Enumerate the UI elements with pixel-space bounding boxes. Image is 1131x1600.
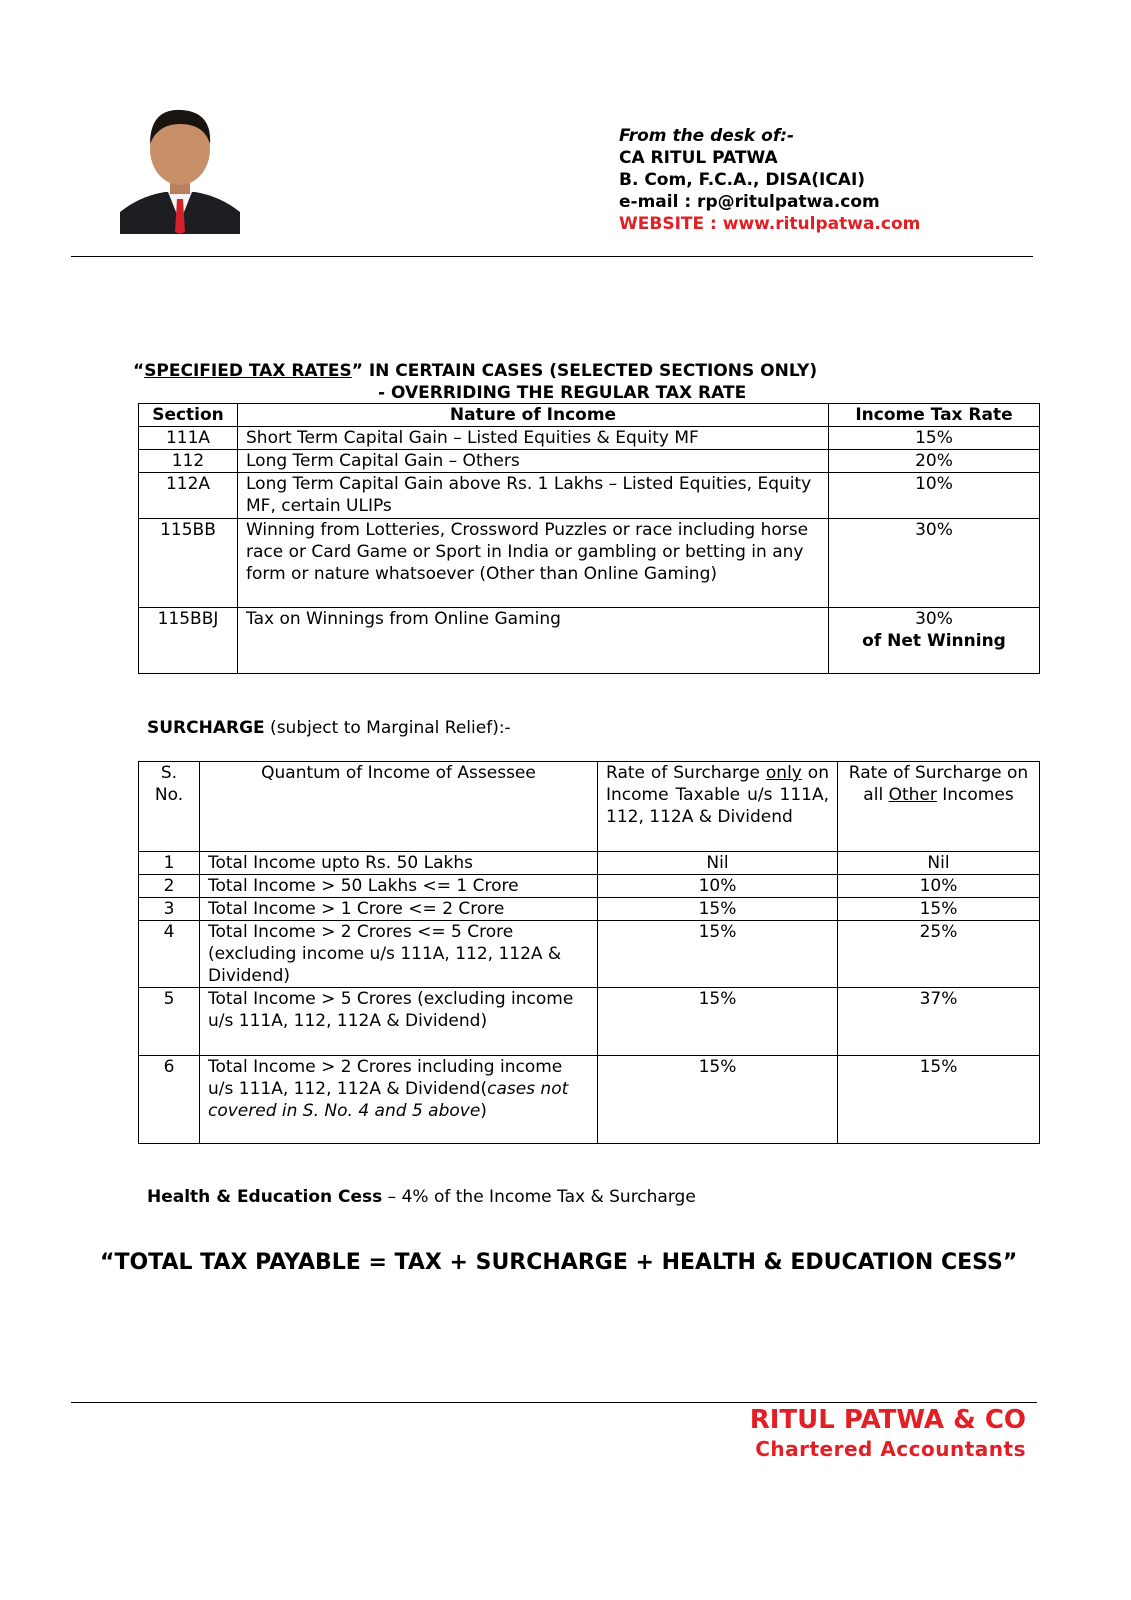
quantum-italic: cases not covered in S. No. 4 and 5 above — [208, 1079, 569, 1121]
col-header — [838, 762, 1040, 852]
quantum-cell: Total Income > 2 Crores <= 5 Crore (excluding income u/s 111A, 112, 112A & Dividend) — [200, 921, 598, 988]
table-row — [139, 473, 1040, 519]
section-cell: 112A — [139, 473, 238, 519]
cess-note — [147, 1187, 696, 1207]
section-cell: 115BB — [139, 519, 238, 608]
special-rate-cell: 10% — [598, 875, 838, 898]
section-cell: 111A — [139, 427, 238, 450]
author-qualification: B. Com, F.C.A., DISA(ICAI) — [619, 170, 866, 190]
rate-cell — [829, 608, 1040, 674]
tax-rates-table — [138, 403, 1040, 674]
other-rate-cell: 15% — [838, 898, 1040, 921]
author-email[interactable]: e-mail : rp@ritulpatwa.com — [619, 192, 880, 212]
sno-cell: 4 — [139, 921, 200, 988]
table-row — [139, 450, 1040, 473]
table-row — [139, 608, 1040, 674]
sno-cell: 6 — [139, 1056, 200, 1144]
rate-note: of Net Winning — [862, 631, 1006, 651]
title-rest: ” IN CERTAIN CASES (SELECTED SECTIONS ONLY) — [351, 361, 818, 381]
header-text: only — [765, 763, 802, 783]
firm-subtitle: Chartered Accountants — [755, 1437, 1026, 1461]
profile-photo — [120, 104, 240, 234]
other-rate-cell: Nil — [838, 852, 1040, 875]
quantum-end: ) — [480, 1101, 487, 1121]
table-row — [139, 427, 1040, 450]
col-header: Section — [139, 404, 238, 427]
author-name: CA RITUL PATWA — [619, 148, 778, 168]
table-row — [139, 898, 1040, 921]
title-underlined: SPECIFIED TAX RATES — [144, 361, 352, 381]
sno-cell: 1 — [139, 852, 200, 875]
header-row — [139, 762, 1040, 852]
rate-cell: 10% — [829, 473, 1040, 519]
quantum-cell: Total Income > 5 Crores (excluding income u/s 111A, 112, 112A & Dividend) — [200, 988, 598, 1056]
other-rate-cell: 25% — [838, 921, 1040, 988]
tax-rates-title — [133, 360, 903, 404]
col-header: Income Tax Rate — [829, 404, 1040, 427]
rate-value: 30% — [915, 609, 953, 629]
sno-cell: 3 — [139, 898, 200, 921]
special-rate-cell: 15% — [598, 898, 838, 921]
header-text: Incomes — [936, 785, 1014, 805]
title-subtitle: - OVERRIDING THE REGULAR TAX RATE — [378, 383, 747, 403]
quantum-cell: Total Income > 50 Lakhs <= 1 Crore — [200, 875, 598, 898]
special-rate-cell: 15% — [598, 988, 838, 1056]
section-cell: 112 — [139, 450, 238, 473]
other-rate-cell: 15% — [838, 1056, 1040, 1144]
sno-cell: 5 — [139, 988, 200, 1056]
rate-cell: 15% — [829, 427, 1040, 450]
sno-cell: 2 — [139, 875, 200, 898]
cess-text: – 4% of the Income Tax & Surcharge — [382, 1187, 696, 1207]
footer-divider — [71, 1402, 1037, 1403]
rate-cell: 30% — [829, 519, 1040, 608]
desk-label: From the desk of:- — [619, 126, 795, 146]
special-rate-cell: Nil — [598, 852, 838, 875]
title-quote: “ — [133, 361, 145, 381]
table-row — [139, 875, 1040, 898]
rate-cell: 20% — [829, 450, 1040, 473]
other-rate-cell: 10% — [838, 875, 1040, 898]
col-header: Nature of Income — [238, 404, 829, 427]
cess-label: Health & Education Cess — [147, 1187, 383, 1207]
table-row — [139, 921, 1040, 988]
header-text: Rate of Surcharge — [606, 763, 766, 783]
table-row — [139, 519, 1040, 608]
header-text: Rate of Surcharge on all — [848, 763, 1029, 805]
col-header — [598, 762, 838, 852]
quantum-text: Total Income > 2 Crores including income u/s 111A, 112, 112A & Dividend( — [208, 1057, 563, 1099]
total-tax-formula: “TOTAL TAX PAYABLE = TAX + SURCHARGE + HEALTH & EDUCATION CESS” — [100, 1250, 1018, 1275]
surcharge-table — [138, 761, 1040, 1144]
table-row — [139, 988, 1040, 1056]
quantum-cell: Total Income > 1 Crore <= 2 Crore — [200, 898, 598, 921]
special-rate-cell: 15% — [598, 1056, 838, 1144]
surcharge-note: (subject to Marginal Relief):- — [264, 718, 511, 738]
header-text: Other — [888, 785, 937, 805]
surcharge-label: SURCHARGE — [147, 718, 265, 738]
nature-cell: Winning from Lotteries, Crossword Puzzles or race including horse race or Card Game or Sport in India or gambling or betting in any form or nature whatsoever (Other than Online Gaming) — [238, 519, 829, 608]
quantum-cell — [200, 1056, 598, 1144]
firm-name: RITUL PATWA & CO — [749, 1405, 1026, 1435]
col-header: S. No. — [139, 762, 200, 852]
col-header: Quantum of Income of Assessee — [200, 762, 598, 852]
special-rate-cell: 15% — [598, 921, 838, 988]
header-divider — [71, 256, 1033, 257]
nature-cell: Long Term Capital Gain – Others — [238, 450, 829, 473]
author-website[interactable]: WEBSITE : www.ritulpatwa.com — [619, 214, 921, 234]
author-info — [619, 125, 920, 235]
table-row — [139, 1056, 1040, 1144]
surcharge-heading — [147, 718, 511, 738]
quantum-cell: Total Income upto Rs. 50 Lakhs — [200, 852, 598, 875]
nature-cell: Long Term Capital Gain above Rs. 1 Lakhs – Listed Equities, Equity MF, certain ULIPs — [238, 473, 829, 519]
other-rate-cell: 37% — [838, 988, 1040, 1056]
nature-cell: Tax on Winnings from Online Gaming — [238, 608, 829, 674]
header-text: on Income Taxable u/s 111A, 112, 112A & Dividend — [606, 763, 829, 827]
table-row — [139, 852, 1040, 875]
section-cell: 115BBJ — [139, 608, 238, 674]
firm-footer — [750, 1404, 1026, 1462]
nature-cell: Short Term Capital Gain – Listed Equities & Equity MF — [238, 427, 829, 450]
